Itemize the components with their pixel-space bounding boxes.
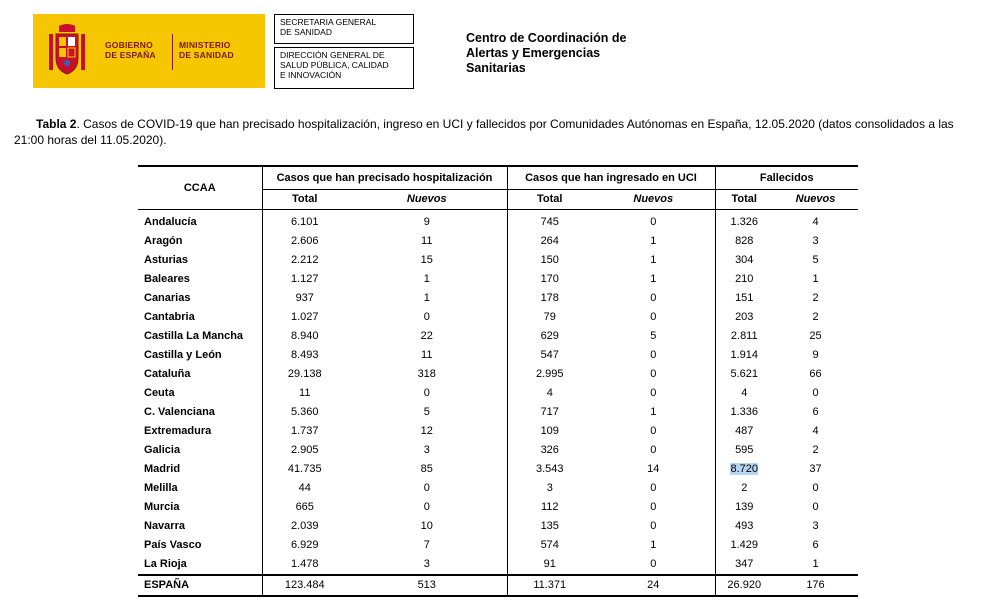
- uci-nuevos-cell: 1: [650, 406, 657, 418]
- uci-nuevos-cell: 1: [650, 539, 657, 551]
- table-body: [138, 210, 858, 576]
- hosp-nuevos-cell: 11: [421, 235, 433, 247]
- fall-nuevos-cell: 6: [812, 539, 819, 551]
- fall-nuevos-cell: 0: [812, 501, 819, 513]
- ccaa-name: Castilla La Mancha: [144, 330, 244, 342]
- ccaa-name: La Rioja: [144, 558, 187, 570]
- table-row: [138, 210, 858, 233]
- ccaa-name: Aragón: [144, 235, 183, 247]
- ccaa-name: País Vasco: [144, 539, 202, 551]
- uci-total-cell: 2.995: [507, 365, 592, 384]
- fall-nuevos-cell: 25: [809, 330, 822, 342]
- hosp-nuevos-cell: 15: [420, 254, 433, 266]
- total-hosp-total: 123.484: [262, 575, 347, 596]
- hosp-total-cell: 8.940: [262, 327, 347, 346]
- fall-total-cell: 595: [715, 441, 773, 460]
- uci-total-cell: 3.543: [507, 460, 592, 479]
- caption-label: Tabla 2: [36, 117, 77, 131]
- fall-group-header: Fallecidos: [715, 166, 858, 190]
- table-row: [138, 422, 858, 441]
- table-row: [138, 365, 858, 384]
- ccaa-header: CCAA: [138, 166, 262, 210]
- hosp-total-cell: 2.606: [262, 232, 347, 251]
- total-uci-total: 11.371: [507, 575, 592, 596]
- hosp-total-cell: 29.138: [262, 365, 347, 384]
- fall-total-cell: 151: [715, 289, 773, 308]
- uci-total-header: Total: [507, 190, 592, 210]
- hosp-total-cell: 1.027: [262, 308, 347, 327]
- fall-nuevos-cell: 1: [812, 273, 819, 285]
- uci-total-cell: 326: [507, 441, 592, 460]
- table-row: [138, 479, 858, 498]
- fall-nuevos-cell: 66: [809, 368, 822, 380]
- hosp-nuevos-cell: 7: [423, 539, 430, 551]
- logo-divider: [172, 34, 173, 70]
- fall-nuevos-header: Nuevos: [773, 190, 858, 210]
- hosp-nuevos-header: Nuevos: [347, 190, 507, 210]
- fall-total-cell: 139: [715, 498, 773, 517]
- uci-total-cell: 112: [507, 498, 592, 517]
- uci-nuevos-cell: 0: [650, 558, 657, 570]
- hosp-total-cell: 11: [262, 384, 347, 403]
- selected-text: 8.720: [730, 463, 759, 475]
- hosp-nuevos-cell: 12: [420, 425, 433, 437]
- uci-total-cell: 135: [507, 517, 592, 536]
- fall-total-cell: 1.429: [715, 536, 773, 555]
- fall-total-cell: 203: [715, 308, 773, 327]
- covid-table: [138, 165, 858, 597]
- uci-total-cell: 717: [507, 403, 592, 422]
- hosp-total-cell: 6.101: [262, 210, 347, 233]
- coat-of-arms-icon: [47, 22, 87, 80]
- secretaria-box: SECRETARIA GENERAL DE SANIDAD: [274, 14, 414, 44]
- hosp-nuevos-cell: 85: [420, 463, 433, 475]
- table-row: [138, 232, 858, 251]
- fall-total-cell: 347: [715, 555, 773, 575]
- fall-nuevos-cell: 9: [812, 349, 819, 361]
- hosp-nuevos-cell: 0: [423, 501, 430, 513]
- ccaa-name: Cantabria: [144, 311, 195, 323]
- ccaa-name: Ceuta: [144, 387, 175, 399]
- uci-nuevos-cell: 0: [650, 368, 657, 380]
- fall-total-cell: 2.811: [715, 327, 773, 346]
- hosp-total-cell: 1.127: [262, 270, 347, 289]
- caption-text: . Casos de COVID-19 que han precisado hospitalización, ingreso en UCI y fallecidos por Comunidades Autónomas en España, 12.05.2020 (datos consolidados a las 21:00 horas del 11.05.2020).: [14, 117, 954, 147]
- hosp-nuevos-cell: 5: [423, 406, 430, 418]
- ccaa-name: Madrid: [144, 463, 181, 475]
- uci-nuevos-cell: 0: [650, 520, 657, 532]
- uci-total-cell: 170: [507, 270, 592, 289]
- uci-nuevos-cell: 0: [650, 425, 657, 437]
- total-uci-nuevos: 24: [592, 575, 715, 596]
- fall-nuevos-cell: 0: [812, 482, 819, 494]
- hosp-total-cell: 2.039: [262, 517, 347, 536]
- hosp-nuevos-cell: 318: [417, 368, 436, 380]
- table-row: [138, 498, 858, 517]
- fall-nuevos-cell: 6: [812, 406, 819, 418]
- government-logo: [33, 14, 265, 88]
- uci-total-cell: 4: [507, 384, 592, 403]
- fall-total-cell: [715, 460, 773, 479]
- ministerio-de-sanidad-text: MINISTERIO DE SANIDAD: [179, 40, 234, 60]
- table-row: [138, 517, 858, 536]
- uci-total-cell: 629: [507, 327, 592, 346]
- fall-nuevos-cell: 2: [812, 444, 819, 456]
- hosp-total-cell: 2.905: [262, 441, 347, 460]
- fall-nuevos-cell: 2: [812, 292, 819, 304]
- ccaa-name: Asturias: [144, 254, 189, 266]
- uci-total-cell: 547: [507, 346, 592, 365]
- uci-nuevos-cell: 0: [650, 311, 657, 323]
- centro-title: Centro de Coordinación de Alertas y Emergencias Sanitarias: [466, 31, 627, 75]
- total-row: [138, 575, 858, 596]
- hosp-nuevos-cell: 1: [423, 273, 430, 285]
- hosp-nuevos-cell: 3: [423, 558, 430, 570]
- fall-nuevos-cell: 4: [812, 216, 819, 228]
- total-fall-total: 26.920: [715, 575, 773, 596]
- fall-total-cell: 493: [715, 517, 773, 536]
- fall-total-cell: 1.914: [715, 346, 773, 365]
- fall-total-cell: 1.326: [715, 210, 773, 233]
- hosp-total-cell: 1.478: [262, 555, 347, 575]
- uci-nuevos-cell: 0: [650, 501, 657, 513]
- table-row: [138, 251, 858, 270]
- total-hosp-nuevos: 513: [347, 575, 507, 596]
- fall-nuevos-cell: 3: [812, 235, 819, 247]
- uci-nuevos-cell: 0: [650, 292, 657, 304]
- hosp-total-cell: 665: [262, 498, 347, 517]
- fall-total-cell: 487: [715, 422, 773, 441]
- uci-nuevos-header: Nuevos: [592, 190, 715, 210]
- table-row: [138, 308, 858, 327]
- uci-total-cell: 178: [507, 289, 592, 308]
- fall-total-cell: 828: [715, 232, 773, 251]
- ccaa-name: C. Valenciana: [144, 406, 215, 418]
- table-row: [138, 289, 858, 308]
- uci-nuevos-cell: 1: [650, 273, 657, 285]
- ccaa-name: Melilla: [144, 482, 178, 494]
- fall-total-cell: 1.336: [715, 403, 773, 422]
- uci-total-cell: 3: [507, 479, 592, 498]
- table-row: [138, 327, 858, 346]
- uci-nuevos-cell: 5: [650, 330, 657, 342]
- fall-nuevos-cell: 0: [812, 387, 819, 399]
- ccaa-name: Murcia: [144, 501, 180, 513]
- uci-total-cell: 264: [507, 232, 592, 251]
- uci-total-cell: 745: [507, 210, 592, 233]
- hosp-nuevos-cell: 0: [423, 311, 430, 323]
- table-row: [138, 270, 858, 289]
- fall-total-cell: 304: [715, 251, 773, 270]
- fall-total-cell: 4: [715, 384, 773, 403]
- ccaa-name: Navarra: [144, 520, 185, 532]
- uci-total-cell: 91: [507, 555, 592, 575]
- table-row: [138, 346, 858, 365]
- hosp-nuevos-cell: 10: [420, 520, 433, 532]
- hosp-nuevos-cell: 9: [423, 216, 430, 228]
- hosp-nuevos-cell: 0: [423, 387, 430, 399]
- ccaa-name: Baleares: [144, 273, 190, 285]
- hosp-total-cell: 41.735: [262, 460, 347, 479]
- fall-total-cell: 2: [715, 479, 773, 498]
- fall-nuevos-cell: 2: [812, 311, 819, 323]
- uci-nuevos-cell: 0: [650, 482, 657, 494]
- uci-nuevos-cell: 0: [650, 387, 657, 399]
- uci-group-header: Casos que han ingresado en UCI: [507, 166, 715, 190]
- uci-nuevos-cell: 0: [650, 216, 657, 228]
- hosp-nuevos-cell: 3: [423, 444, 430, 456]
- uci-nuevos-cell: 0: [650, 444, 657, 456]
- table-row: [138, 403, 858, 422]
- uci-total-cell: 150: [507, 251, 592, 270]
- fall-total-cell: 210: [715, 270, 773, 289]
- table-caption: [14, 116, 974, 148]
- hosp-total-cell: 5.360: [262, 403, 347, 422]
- hosp-total-cell: 6.929: [262, 536, 347, 555]
- uci-nuevos-cell: 1: [650, 235, 657, 247]
- ccaa-name: Canarias: [144, 292, 191, 304]
- hosp-nuevos-cell: 11: [421, 349, 433, 361]
- hosp-nuevos-cell: 22: [420, 330, 433, 342]
- direccion-box: DIRECCIÓN GENERAL DE SALUD PÚBLICA, CALIDAD E INNOVACIÓN: [274, 47, 414, 89]
- table-row: [138, 441, 858, 460]
- uci-total-cell: 109: [507, 422, 592, 441]
- fall-total-cell: 5.621: [715, 365, 773, 384]
- hosp-group-header: Casos que han precisado hospitalización: [262, 166, 507, 190]
- ccaa-name: Andalucía: [144, 216, 197, 228]
- fall-nuevos-cell: 4: [812, 425, 819, 437]
- uci-total-cell: 79: [507, 308, 592, 327]
- ccaa-name: Castilla y León: [144, 349, 222, 361]
- ccaa-name: Extremadura: [144, 425, 212, 437]
- fall-nuevos-cell: 1: [812, 558, 819, 570]
- fall-nuevos-cell: 3: [812, 520, 819, 532]
- hosp-total-cell: 44: [262, 479, 347, 498]
- total-name: ESPAÑA: [138, 575, 262, 596]
- gobierno-de-espana-text: GOBIERNO DE ESPAÑA: [105, 40, 156, 60]
- table-row: [138, 460, 858, 479]
- uci-nuevos-cell: 0: [650, 349, 657, 361]
- fall-nuevos-cell: 5: [812, 254, 819, 266]
- hosp-total-cell: 937: [262, 289, 347, 308]
- hosp-total-cell: 2.212: [262, 251, 347, 270]
- hosp-total-cell: 8.493: [262, 346, 347, 365]
- table-row: [138, 384, 858, 403]
- ccaa-name: Galicia: [144, 444, 181, 456]
- fall-total-header: Total: [715, 190, 773, 210]
- uci-nuevos-cell: 1: [650, 254, 657, 266]
- ccaa-name: Cataluña: [144, 368, 191, 380]
- table-row: [138, 555, 858, 575]
- hosp-nuevos-cell: 1: [423, 292, 430, 304]
- fall-nuevos-cell: 37: [809, 463, 822, 475]
- table-row: [138, 536, 858, 555]
- hosp-total-cell: 1.737: [262, 422, 347, 441]
- uci-total-cell: 574: [507, 536, 592, 555]
- hosp-total-header: Total: [262, 190, 347, 210]
- total-fall-nuevos: 176: [773, 575, 858, 596]
- hosp-nuevos-cell: 0: [423, 482, 430, 494]
- uci-nuevos-cell: 14: [647, 463, 660, 475]
